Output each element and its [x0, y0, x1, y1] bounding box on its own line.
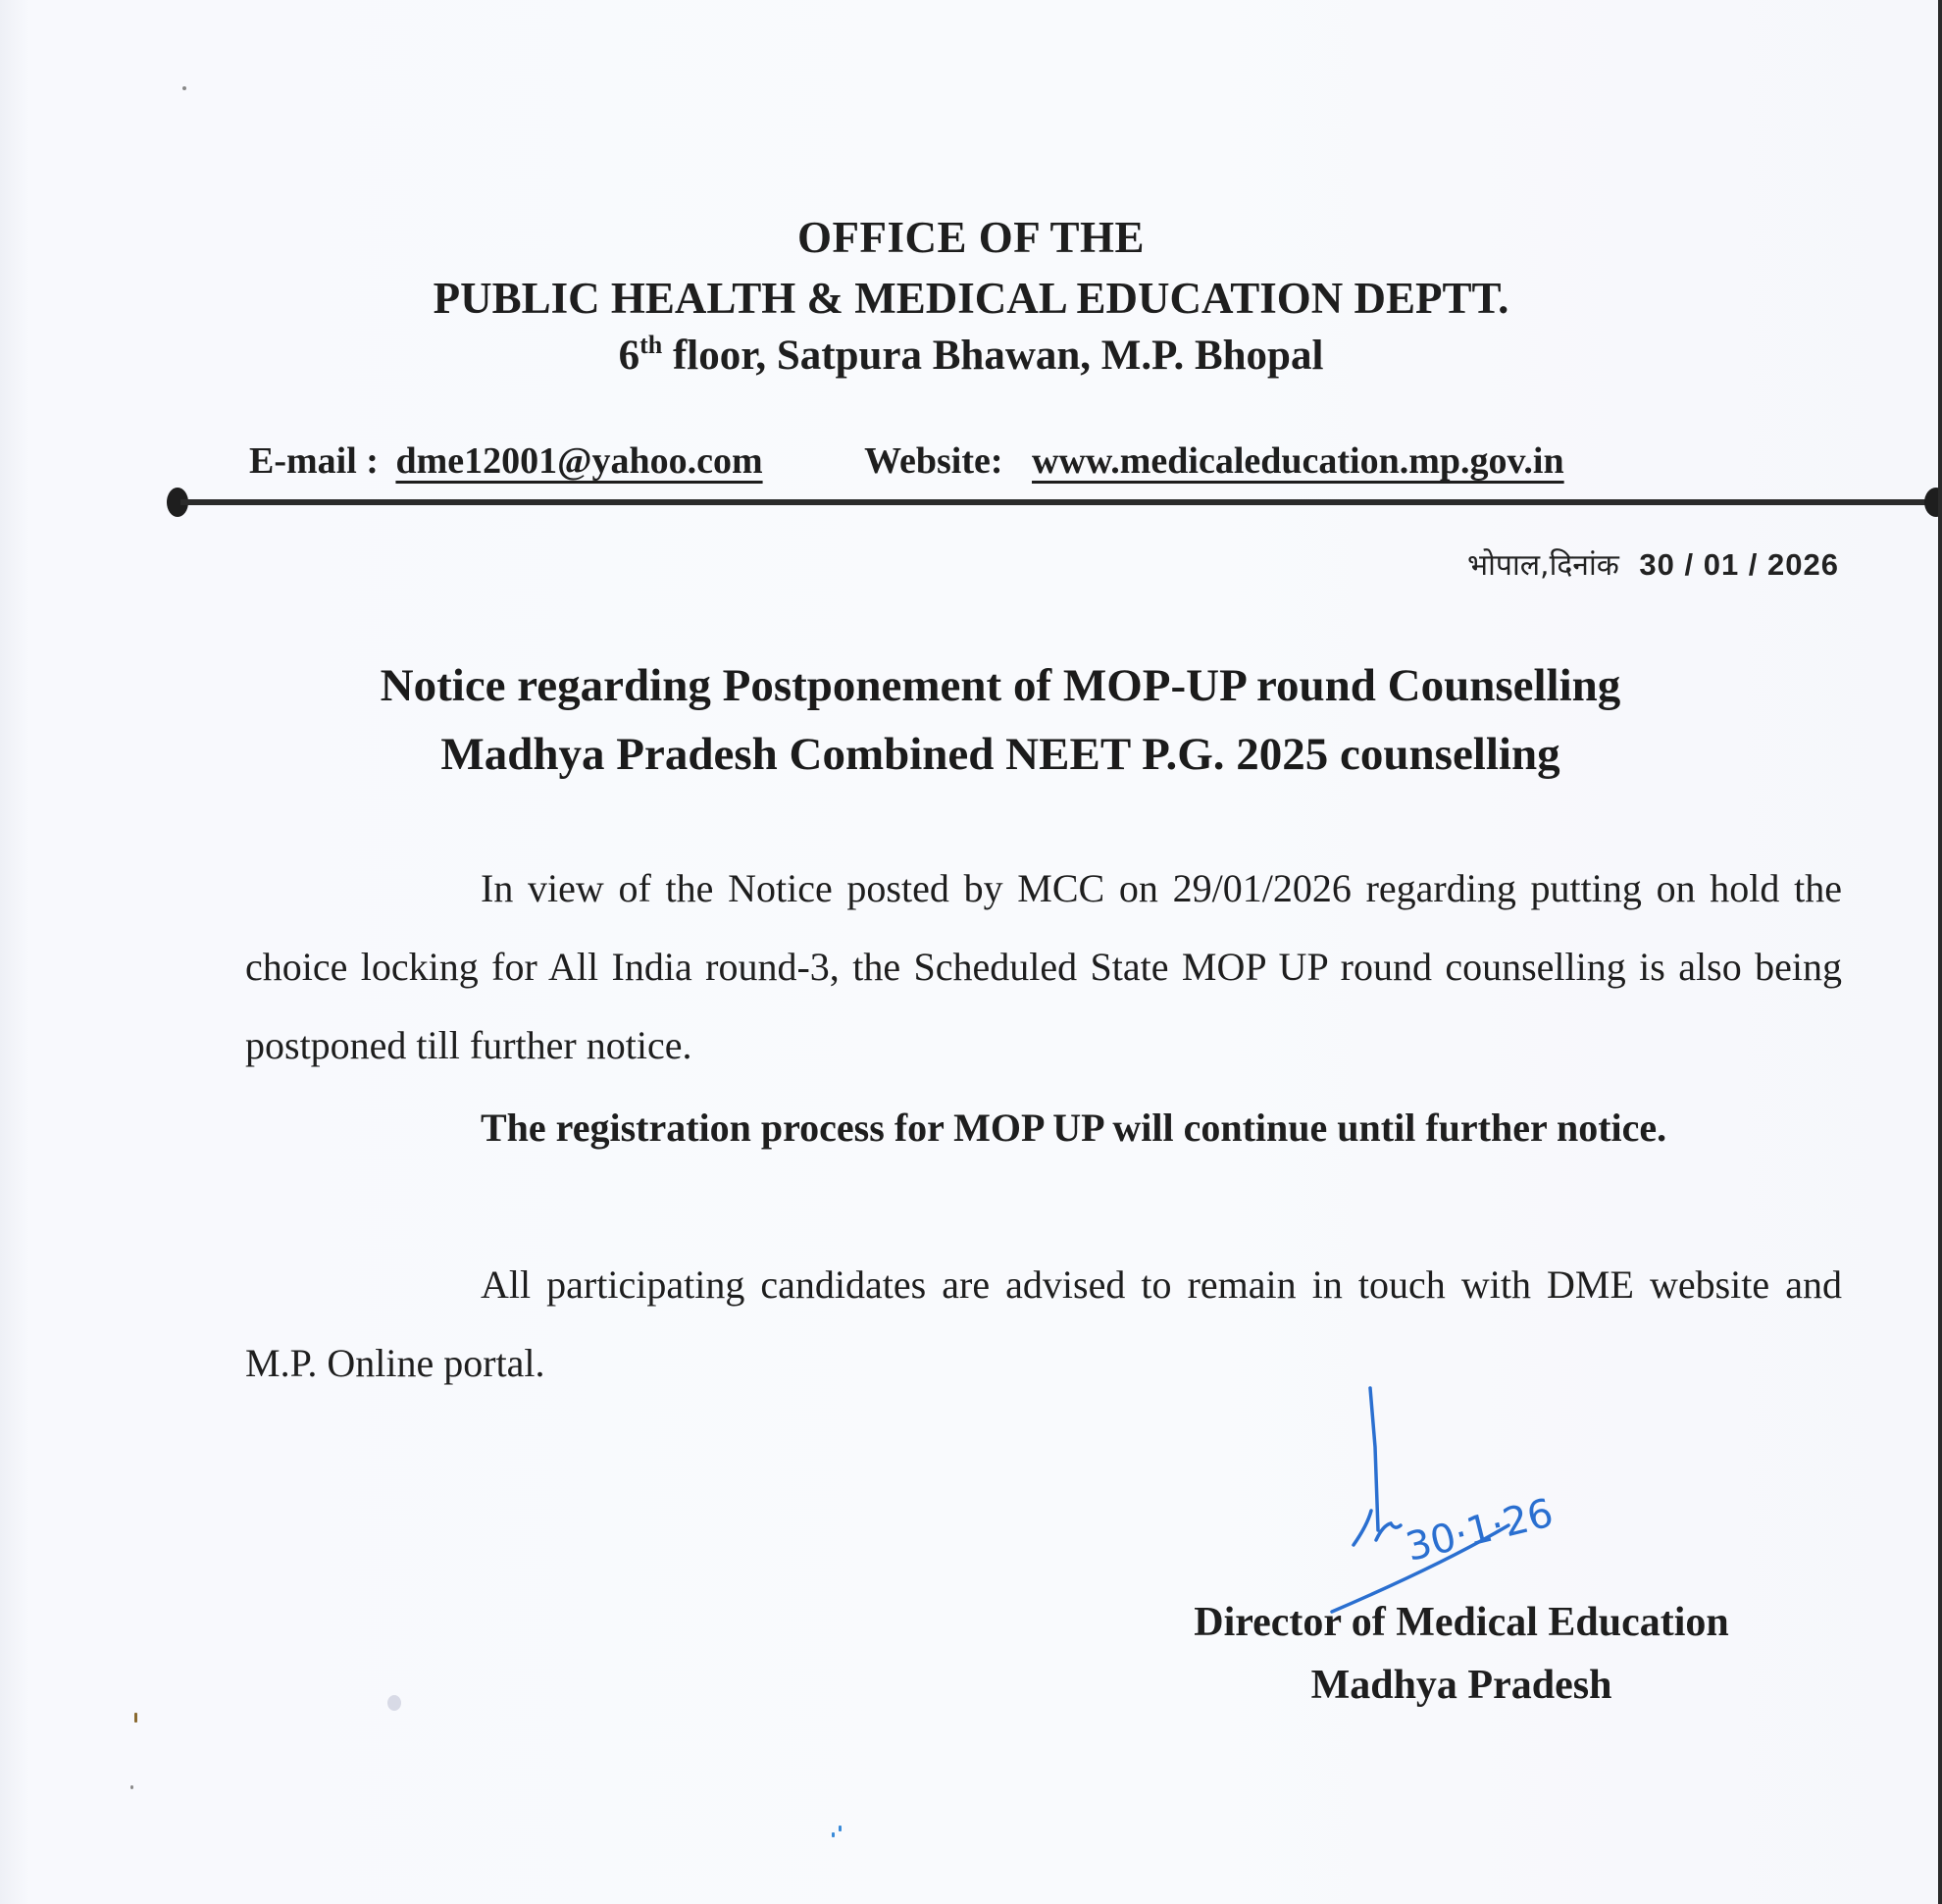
- signature-date: 30·1·26: [1401, 1490, 1559, 1570]
- paragraph-text: All participating candidates are advised to remain in touch with DME website and M.P. Online portal.: [245, 1262, 1842, 1385]
- website-link[interactable]: www.medicaleducation.mp.gov.in: [1032, 440, 1564, 482]
- scan-speck: [130, 1785, 133, 1789]
- office-heading: OFFICE OF THE: [796, 213, 1146, 262]
- handwritten-signature-icon: [1324, 1378, 1618, 1623]
- scan-speck: [182, 86, 186, 90]
- scan-speck: [839, 1826, 842, 1831]
- email-link[interactable]: dme12001@yahoo.com: [395, 440, 763, 482]
- email-label: E-mail :: [249, 440, 379, 482]
- notice-paragraph-2: [245, 1089, 1842, 1167]
- notice-paragraph-1: [245, 849, 1842, 1085]
- address-text: floor, Satpura Bhawan, M.P. Bhopal: [662, 333, 1324, 379]
- paragraph-text: The registration process for MOP UP will continue until further notice.: [481, 1106, 1667, 1150]
- place-date-label: भोपाल,दिनांक: [1467, 548, 1619, 583]
- address-floor-number: 6: [618, 333, 640, 379]
- contact-row: [249, 439, 1564, 483]
- paragraph-text: In view of the Notice posted by MCC on 29/01/2026 regarding putting on hold the choice locking for All India round-3, the Scheduled State MOP UP round counselling is also being postponed till further notice.: [245, 866, 1842, 1067]
- scan-edge: [1938, 0, 1942, 1904]
- signatory-state: Madhya Pradesh: [1310, 1663, 1612, 1708]
- office-address: [0, 331, 1942, 380]
- scan-speck: [832, 1832, 835, 1837]
- notice-title-line-1: Notice regarding Postponement of MOP-UP round Counselling: [380, 660, 1621, 711]
- notice-date: 30 / 01 / 2026: [1639, 547, 1839, 582]
- scan-speck: [387, 1695, 401, 1711]
- scan-speck: [134, 1713, 137, 1723]
- letterhead-divider: [180, 499, 1942, 505]
- address-floor-superscript: th: [639, 331, 663, 359]
- website-label: Website:: [864, 440, 1003, 482]
- department-heading: PUBLIC HEALTH & MEDICAL EDUCATION DEPTT.: [433, 274, 1509, 323]
- signatory-title: Director of Medical Education: [1194, 1600, 1729, 1645]
- notice-title-line-2: Madhya Pradesh Combined NEET P.G. 2025 counselling: [440, 729, 1560, 780]
- date-line: [1467, 543, 1839, 584]
